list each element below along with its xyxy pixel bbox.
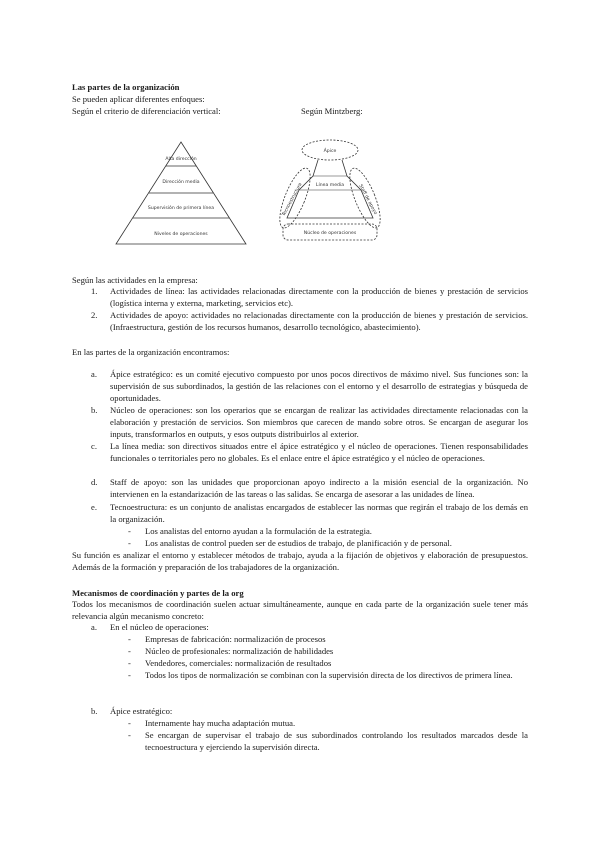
list-marker: b. [91, 405, 98, 415]
mintzberg-label: Ápice [323, 149, 337, 154]
dash-marker: - [128, 670, 131, 680]
list-item: Núcleo de operaciones: son los operarios que se encargan de realizar las actividades directamente relacionadas con la elaboración y prestación de servicios. Son miembros que carecen de mando sobre otros. Se encargan de asegurar los inputs, transformarlos en outputs, y esos outputs distribuirlos al exterior. [110, 405, 528, 439]
criteria-left: Según el criterio de diferenciación vertical: [72, 106, 221, 116]
pyramid-label: Alta dirección [165, 157, 197, 162]
mintzberg-label: Staff de apoyo [357, 183, 378, 216]
mintzberg-label: Línea media [315, 183, 345, 188]
dash-marker: - [128, 658, 131, 668]
list-marker: d. [91, 477, 98, 487]
pyramid-label: Supervisión de primera línea [147, 206, 215, 211]
pyramid-label: Dirección media [162, 180, 200, 185]
sub-item: Los analistas de control pueden ser de estudios de trabajo, de planificación y de personal. [145, 538, 452, 548]
mintzberg-diagram [265, 136, 395, 251]
list-item: La línea media: son directivos situados entre el ápice estratégico y el núcleo de operaciones. Tienen responsabilidades funcionales o territoriales pero no globales. Es el enlace entre el ápice estratégico y el núcleo de operaciones. [110, 441, 528, 463]
sub-item: Se encargan de supervisar el trabajo de sus subordinados controlando los resultados marcados desde la tecnoestructura y ejerciendo la supervisión directa. [145, 730, 528, 752]
sub-item: Núcleo de profesionales: normalización de habilidades [145, 646, 334, 656]
dash-marker: - [128, 718, 131, 728]
mechanisms-intro: Todos los mecanismos de coordinación suelen actuar simultáneamente, aunque en cada parte de la organización suele tener más relevancia algún mecanismo concreto: [72, 599, 528, 621]
intro-text: Se pueden aplicar diferentes enfoques: [72, 94, 205, 104]
list-item: Tecnoestructura: es un conjunto de analistas encargados de establecer las normas que regirán el trabajo de los demás en la organización. [110, 502, 528, 524]
sub-item: Vendedores, comerciales: normalización de resultados [145, 658, 332, 668]
dash-marker: - [128, 634, 131, 644]
list-marker: 1. [91, 286, 98, 296]
dash-marker: - [128, 538, 131, 548]
section-title: Las partes de la organización [72, 82, 180, 92]
mintzberg-label: Núcleo de operaciones [303, 231, 357, 236]
mintzberg-label: Tecnoestructura [281, 182, 304, 218]
mech-a-label: En el núcleo de operaciones: [110, 622, 209, 632]
dash-marker: - [128, 526, 131, 536]
sub-item: Todos los tipos de normalización se combinan con la supervisión directa de los directivos de primera línea. [145, 670, 513, 680]
list-item: Ápice estratégico: es un comité ejecutivo compuesto por unos pocos directivos de máximo nivel. Sus funciones son: la supervisión de sus subordinados, la gestión de las relaciones con el entorno y el desarrollo de estrategias y búsqueda de oportunidades. [110, 369, 528, 403]
parts-intro: En las partes de la organización encontramos: [72, 347, 230, 357]
sub-item: Los analistas del entorno ayudan a la formulación de la estrategia. [145, 526, 372, 536]
list-marker: b. [91, 706, 98, 716]
list-item: Actividades de apoyo: actividades no relacionadas directamente con la producción de bienes y prestación de servicios. (Infraestructura, gestión de los recursos humanos, desarrollo tecnológico, abastecimiento). [110, 310, 528, 332]
sub-item: Empresas de fabricación: normalización de procesos [145, 634, 326, 644]
criteria-right: Según Mintzberg: [301, 106, 363, 116]
pyramid-label: Niveles de operaciones [154, 232, 208, 237]
dash-marker: - [128, 730, 131, 740]
list-marker: a. [91, 369, 97, 379]
dash-marker: - [128, 646, 131, 656]
list-marker: e. [91, 502, 97, 512]
sub-item: Internamente hay mucha adaptación mutua. [145, 718, 296, 728]
list-marker: a. [91, 622, 97, 632]
function-paragraph: Su función es analizar el entorno y establecer métodos de trabajo, ayuda a la fijación de objetivos y elaboración de presupuestos. Además de la formación y preparación de los trabajadores de la organización. [72, 550, 528, 572]
list-item: Actividades de línea: las actividades relacionadas directamente con la producción de bienes y prestación de servicios (logística interna y externa, marketing, servicios etc). [110, 286, 528, 308]
list-marker: 2. [91, 310, 98, 320]
activities-intro: Según las actividades en la empresa: [72, 275, 198, 285]
pyramid-diagram [112, 138, 250, 250]
list-item: Staff de apoyo: son las unidades que proporcionan apoyo indirecto a la misión esencial de la organización. No intervienen en la estandarización de las tareas o las salidas. Se encarga de asesorar a las unidades de línea. [110, 477, 528, 499]
mech-b-label: Ápice estratégico: [110, 706, 173, 716]
list-marker: c. [91, 441, 97, 451]
mechanisms-title: Mecanismos de coordinación y partes de la org [72, 588, 244, 598]
